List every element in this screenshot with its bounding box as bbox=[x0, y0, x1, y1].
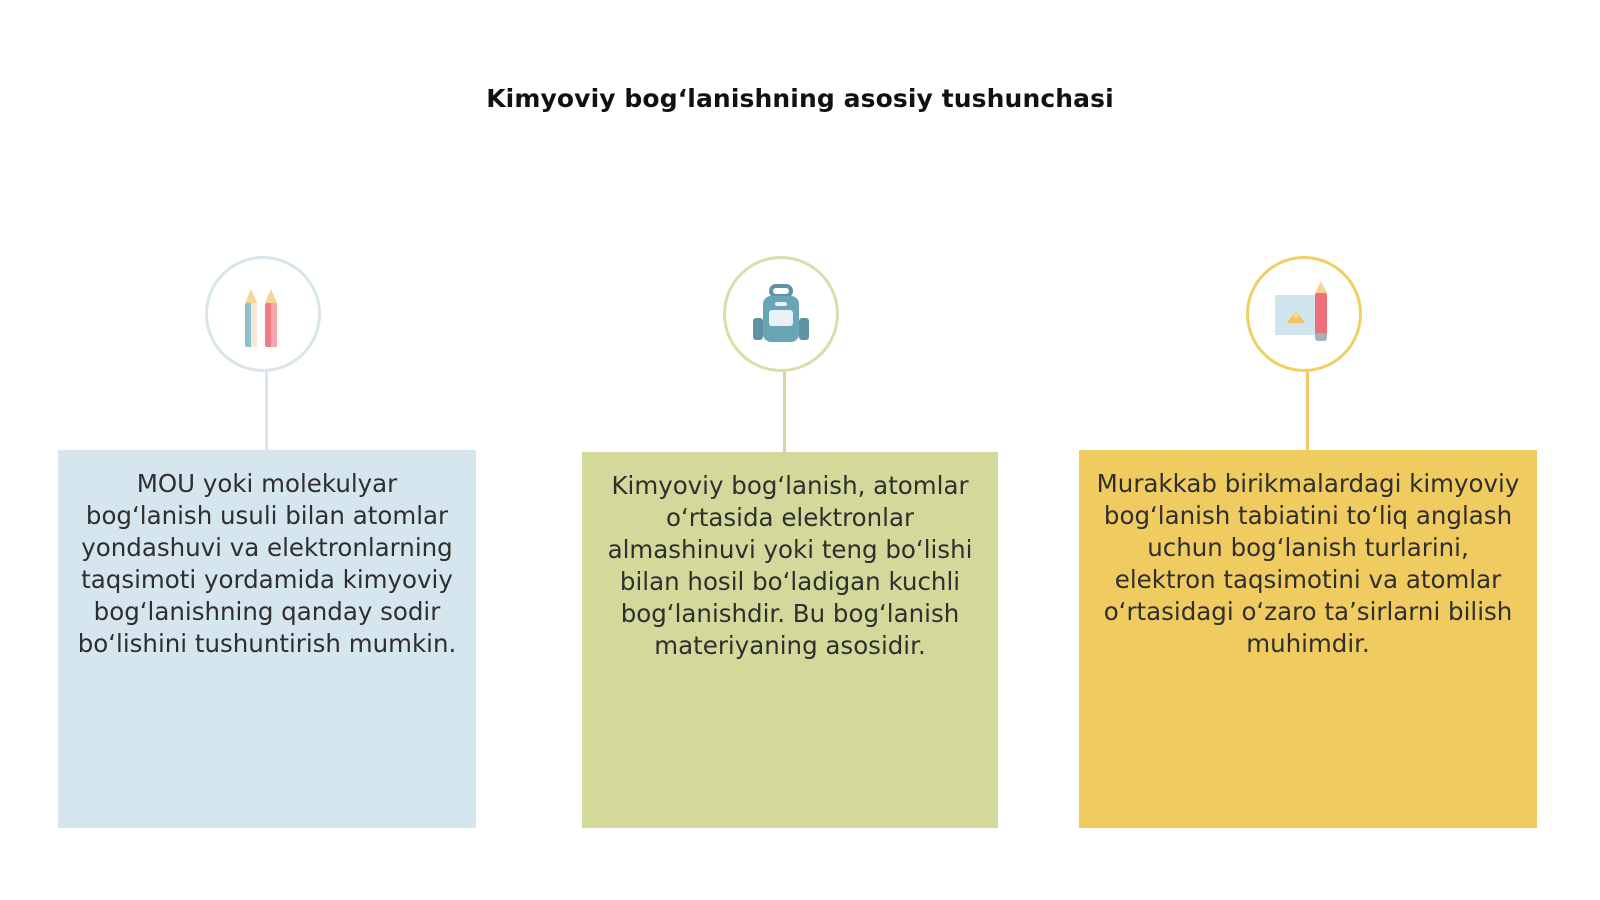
drawing-pencil-icon bbox=[1271, 281, 1337, 347]
icon-circle-2 bbox=[723, 256, 839, 372]
concept-card-1: MOU yoki molekulyar bog‘lanish usuli bilan atomlar yondashuvi va elektronlarning taqsimoti yordamida kimyoviy bog‘lanishning qanday sodir bo‘lishini tushuntirish mumkin. bbox=[58, 450, 476, 828]
icon-circle-1 bbox=[205, 256, 321, 372]
connector-line-1 bbox=[265, 372, 268, 450]
connector-line-2 bbox=[783, 372, 786, 452]
pencils-icon bbox=[233, 279, 293, 349]
icon-circle-3 bbox=[1246, 256, 1362, 372]
page-title: Kimyoviy bog‘lanishning asosiy tushunchasi bbox=[486, 84, 1114, 113]
concept-card-2: Kimyoviy bog‘lanish, atomlar o‘rtasida elektronlar almashinuvi yoki teng bo‘lishi bilan hosil bo‘ladigan kuchli bog‘lanishdir. Bu bog‘lanish materiyaning asosidir. bbox=[582, 452, 998, 828]
backpack-icon bbox=[749, 282, 813, 346]
connector-line-3 bbox=[1306, 372, 1309, 450]
concept-card-3: Murakkab birikmalardagi kimyoviy bog‘lanish tabiatini to‘liq anglash uchun bog‘lanish turlarini, elektron taqsimotini va atomlar o‘rtasidagi o‘zaro ta’sirlarni bilish muhimdir. bbox=[1079, 450, 1537, 828]
